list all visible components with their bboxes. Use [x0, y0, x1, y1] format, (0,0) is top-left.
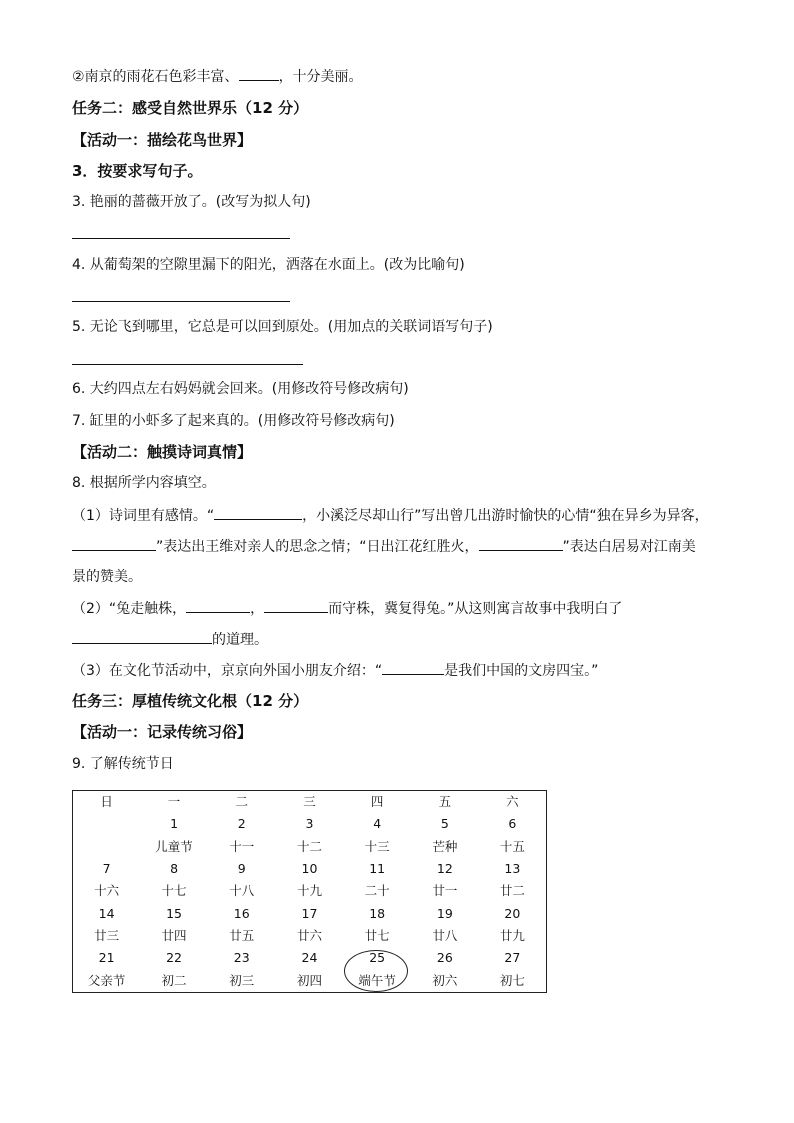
- date-cell: 1: [170, 816, 179, 832]
- calendar-lunar-row: [73, 836, 547, 858]
- text: 的道理。: [212, 632, 268, 648]
- date-cell: 22: [166, 950, 182, 966]
- text: ，十分美丽。: [278, 69, 363, 85]
- blank-answer[interactable]: [479, 536, 563, 551]
- q8-part3: [72, 660, 598, 681]
- date-cell: 26: [436, 950, 453, 966]
- lunar-cell: 十八: [229, 883, 255, 899]
- q8-part1-line1: [72, 505, 709, 526]
- lunar-cell: 十六: [94, 883, 120, 899]
- lunar-cell: 初三: [229, 972, 255, 988]
- text: 而守株，冀复得兔。”从这则寓言故事中我明白了: [328, 601, 623, 617]
- lunar-cell: 廿八: [432, 928, 458, 944]
- question8-title: 8. 根据所学内容填空。: [72, 475, 216, 491]
- lunar-cell: 廿六: [296, 928, 322, 944]
- date-cell: 5: [440, 816, 449, 832]
- lunar-cell: 二十: [364, 883, 390, 899]
- lunar-cell: 廿七: [364, 928, 390, 944]
- date-cell: 3: [305, 816, 314, 832]
- sentence-7: 7. 缸里的小虾多了起来真的。(用修改符号修改病句): [72, 413, 395, 429]
- date-cell: 7: [102, 861, 111, 877]
- lunar-cell: 父亲节: [87, 972, 126, 988]
- date-cell: 11: [369, 861, 386, 877]
- calendar-weekday-row: [73, 791, 547, 814]
- date-cell: 25: [369, 950, 386, 966]
- calendar-date-row: [73, 813, 547, 835]
- task3-heading: 任务三：厚植传统文化根（12 分）: [72, 692, 309, 710]
- date-cell: 12: [436, 861, 453, 877]
- activity1-heading: 【活动一：描绘花鸟世界】: [72, 131, 253, 149]
- date-cell: 4: [373, 816, 382, 832]
- lunar-cell: 芒种: [432, 838, 458, 854]
- task2-heading: 任务二：感受自然世界乐（12 分）: [72, 99, 309, 117]
- lunar-cell: 初二: [161, 972, 187, 988]
- lunar-cell: 十五: [499, 838, 525, 854]
- calendar-lunar-row: [73, 880, 547, 902]
- sentence-5: 5. 无论飞到哪里，它总是可以回到原处。(用加点的关联词语写句子): [72, 319, 493, 335]
- date-cell: [73, 813, 141, 835]
- lunar-cell: 廿一: [432, 883, 458, 899]
- date-cell: 15: [166, 905, 182, 921]
- text: （3）在文化节活动中，京京向外国小朋友介绍：“: [72, 663, 383, 679]
- sentence-3: 3. 艳丽的蔷薇开放了。(改写为拟人句): [72, 194, 311, 210]
- q8-part1-line3: 景的赞美。: [72, 569, 142, 585]
- lunar-cell: 初七: [499, 972, 525, 988]
- lunar-cell: 初四: [296, 972, 322, 988]
- text: ，: [250, 601, 265, 617]
- blank-answer[interactable]: [382, 660, 444, 675]
- lunar-cell: 廿九: [499, 928, 525, 944]
- blank-answer[interactable]: [264, 598, 328, 613]
- text: 是我们中国的文房四宝。”: [444, 663, 599, 679]
- blank-answer[interactable]: [214, 505, 302, 520]
- date-cell: 9: [237, 861, 246, 877]
- lunar-cell: 十二: [296, 838, 322, 854]
- lunar-cell: 儿童节: [155, 838, 193, 854]
- date-cell: 20: [504, 905, 521, 921]
- date-cell: 6: [508, 816, 517, 832]
- text: ”表达白居易对江南美: [562, 539, 696, 555]
- date-cell: 14: [98, 905, 115, 921]
- calendar-lunar-row: [73, 925, 547, 947]
- date-cell: 2: [237, 816, 246, 832]
- date-cell: 19: [436, 905, 453, 921]
- weekday-cell: 二: [235, 794, 249, 810]
- question3-title: 3．按要求写句子。: [72, 162, 203, 180]
- calendar-date-row: [73, 858, 547, 880]
- date-cell: 16: [233, 905, 250, 921]
- calendar-lunar-row: [73, 970, 547, 993]
- text: ，小溪泛尽却山行”写出曾几出游时愉快的心情“独在异乡为异客，: [302, 508, 709, 524]
- activity2-heading: 【活动二：触摸诗词真情】: [72, 443, 253, 461]
- lunar-cell: 廿二: [499, 883, 525, 899]
- lunar-cell: 十一: [229, 838, 255, 854]
- june-calendar: [72, 790, 547, 993]
- blank-answer[interactable]: [72, 629, 212, 644]
- date-cell: 13: [504, 861, 521, 877]
- dragon-boat-festival-circle: [344, 950, 408, 992]
- date-cell: 24: [301, 950, 318, 966]
- question9-title: 9. 了解传统节日: [72, 756, 174, 772]
- answer-line-5[interactable]: [72, 364, 303, 365]
- lunar-cell: 廿五: [229, 928, 255, 944]
- q8-part2-line1: [72, 598, 622, 619]
- weekday-cell: 日: [100, 794, 113, 810]
- fill-line-yuhuashi: [72, 66, 363, 87]
- lunar-cell: 初六: [432, 972, 458, 988]
- blank-answer[interactable]: [72, 536, 156, 551]
- date-cell: 8: [170, 861, 179, 877]
- lunar-cell: 端午节: [358, 972, 396, 988]
- sentence-4: 4. 从葡萄架的空隙里漏下的阳光，洒落在水面上。(改为比喻句): [72, 257, 465, 273]
- blank-answer[interactable]: [239, 66, 279, 81]
- lunar-cell: 廿四: [161, 928, 187, 944]
- answer-line-4[interactable]: [72, 301, 290, 302]
- date-cell: 23: [233, 950, 250, 966]
- calendar-date-row: [73, 903, 547, 925]
- lunar-cell: [73, 836, 141, 858]
- answer-line-3[interactable]: [72, 238, 290, 239]
- date-cell: 27: [504, 950, 521, 966]
- date-cell: 21: [98, 950, 115, 966]
- date-cell: 10: [301, 861, 318, 877]
- weekday-cell: 三: [303, 794, 316, 810]
- weekday-cell: 六: [506, 794, 519, 810]
- text: ②南京的雨花石色彩丰富、: [72, 69, 239, 85]
- text: （1）诗词里有感情。“: [72, 508, 215, 524]
- text: （2）“兔走触株，: [72, 601, 187, 617]
- q8-part2-line2: [72, 629, 268, 650]
- lunar-cell: 廿三: [94, 928, 120, 944]
- lunar-cell: 十三: [364, 838, 390, 854]
- lunar-cell: 十七: [161, 883, 187, 899]
- lunar-cell: 十九: [296, 883, 322, 899]
- blank-answer[interactable]: [186, 598, 250, 613]
- calendar-date-row: [73, 947, 547, 969]
- sentence-6: 6. 大约四点左右妈妈就会回来。(用修改符号修改病句): [72, 381, 409, 397]
- q8-part1-line2: [72, 536, 696, 557]
- text: ”表达出王维对亲人的思念之情；“日出江花红胜火，: [156, 539, 479, 555]
- activity3-heading: 【活动一：记录传统习俗】: [72, 723, 253, 741]
- weekday-cell: 四: [370, 794, 384, 810]
- date-cell: 17: [301, 905, 318, 921]
- weekday-cell: 一: [167, 794, 181, 810]
- date-cell: 18: [369, 905, 386, 921]
- weekday-cell: 五: [438, 794, 452, 810]
